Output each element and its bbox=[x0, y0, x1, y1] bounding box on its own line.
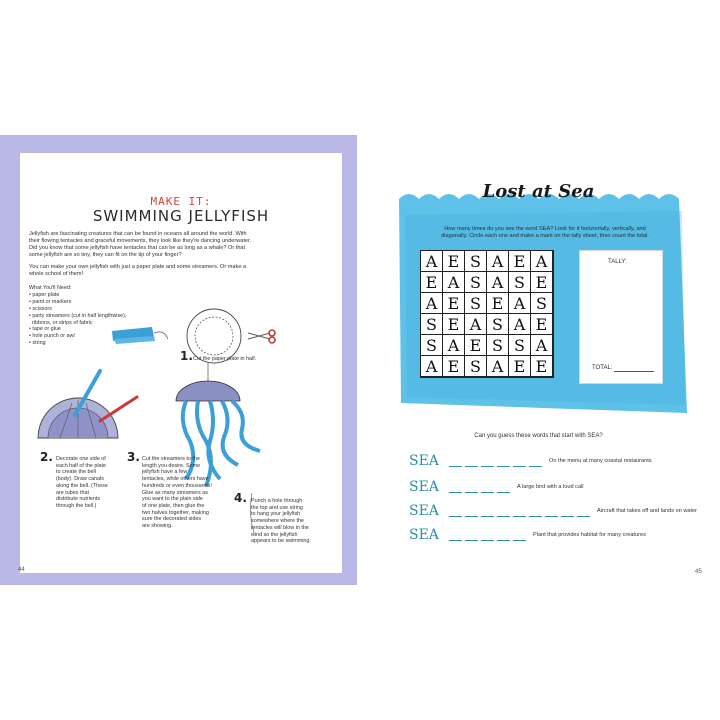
activity-title: Lost at Sea bbox=[482, 181, 595, 202]
sea-prefix: SEA bbox=[409, 479, 439, 495]
step-number-3: 3. bbox=[127, 450, 140, 464]
right-page bbox=[357, 135, 720, 585]
intro-line: You can make your own jellyfish with just a paper plate and some streamers. Or make a bbox=[29, 264, 247, 270]
answer-blank[interactable] bbox=[449, 540, 462, 541]
grid-cell[interactable]: A bbox=[531, 251, 553, 272]
instruction-line: diagonally. Circle each one and make a mark on the tally sheet, then count the total. bbox=[441, 233, 649, 240]
step-text-4 bbox=[251, 498, 339, 545]
step-line: along the bell. (These bbox=[56, 482, 108, 489]
step-line: wind so the jellyfish bbox=[251, 531, 298, 538]
step-number-4: 4. bbox=[234, 491, 247, 505]
grid-cell[interactable]: A bbox=[509, 293, 531, 314]
craft-card bbox=[20, 153, 342, 573]
grid-cell[interactable]: E bbox=[509, 356, 531, 377]
supplies-heading: What You'll Need: bbox=[29, 285, 72, 291]
sea-prefix: SEA bbox=[409, 503, 439, 519]
step-number-2: 2. bbox=[40, 450, 53, 464]
step-number-1: 1. bbox=[180, 349, 193, 363]
grid-cell[interactable]: S bbox=[465, 251, 487, 272]
instruction-line: How many times do you see the word SEA? Look for it horizontally, vertically, and bbox=[444, 226, 646, 232]
step-line: length you desire. Some bbox=[142, 462, 201, 469]
grid-cell[interactable]: A bbox=[487, 251, 509, 272]
paper-plate-illustration bbox=[187, 309, 275, 363]
step-line: through the bell.) bbox=[56, 502, 97, 509]
grid-cell[interactable]: S bbox=[509, 272, 531, 293]
streamer-illustration bbox=[112, 327, 168, 344]
clue-text: Aircraft that takes off and lands on water bbox=[597, 508, 698, 514]
grid-cell[interactable]: A bbox=[421, 251, 443, 272]
answer-blank[interactable] bbox=[513, 466, 526, 467]
grid-cell[interactable]: A bbox=[421, 356, 443, 377]
answer-blank[interactable] bbox=[497, 540, 510, 541]
step-line: tentacles will blow in the bbox=[251, 524, 309, 531]
answer-blank[interactable] bbox=[529, 516, 542, 517]
grid-cell[interactable]: E bbox=[421, 272, 443, 293]
sea-prefix: SEA bbox=[409, 527, 439, 543]
grid-cell[interactable]: S bbox=[465, 272, 487, 293]
grid-cell[interactable]: E bbox=[443, 314, 465, 335]
total-line[interactable] bbox=[614, 371, 654, 372]
step-line: two halves together, making bbox=[142, 509, 209, 516]
list-item: • hole punch or awl bbox=[29, 333, 75, 340]
grid-cell[interactable]: E bbox=[465, 335, 487, 356]
grid-cell[interactable]: S bbox=[487, 314, 509, 335]
instructions bbox=[429, 226, 661, 241]
list-item: • paper plate bbox=[29, 291, 60, 298]
grid-cell[interactable]: A bbox=[531, 335, 553, 356]
step-line: (body). Draw canals bbox=[56, 476, 104, 483]
make-it-label: MAKE IT: bbox=[150, 195, 212, 208]
grid-cell[interactable]: A bbox=[465, 314, 487, 335]
grid-cell[interactable]: E bbox=[531, 314, 553, 335]
grid-cell[interactable]: S bbox=[421, 314, 443, 335]
list-item: • tape or glue bbox=[29, 326, 61, 333]
step-line: Decorate one side of bbox=[56, 456, 106, 462]
clue-text: Plant that provides habitat for many creatures bbox=[533, 532, 646, 538]
decorated-plate-illustration bbox=[38, 371, 137, 438]
intro-line: some jellyfish are so tiny, they can fit on the tip of your finger? bbox=[29, 251, 182, 258]
step-line: Punch a hole through bbox=[251, 498, 303, 504]
grid-cell[interactable]: A bbox=[443, 335, 465, 356]
grid-cell[interactable]: S bbox=[487, 335, 509, 356]
answer-blank[interactable] bbox=[481, 516, 494, 517]
step-line: distribute nutrients bbox=[56, 496, 101, 503]
step-line: tentacles, while others have bbox=[142, 476, 209, 483]
step-line: to create the bell bbox=[56, 469, 96, 476]
step-line: are tubes that bbox=[56, 489, 89, 496]
answer-blank[interactable] bbox=[529, 466, 542, 467]
grid-cell[interactable]: E bbox=[443, 251, 465, 272]
intro-line: whole school of them! bbox=[29, 270, 84, 277]
clue-text: On the menu at many coastal restaurants bbox=[549, 458, 652, 464]
answer-blank[interactable] bbox=[449, 466, 462, 467]
list-item: ribbons, or strips of fabric bbox=[29, 319, 93, 326]
page-number-right: 45 bbox=[695, 569, 702, 575]
answer-blank[interactable] bbox=[497, 466, 510, 467]
step-line: hundreds or even thousands! bbox=[142, 482, 212, 489]
step-line: of one plate, then glue the bbox=[142, 502, 205, 509]
grid-cell[interactable]: S bbox=[531, 293, 553, 314]
page-number-left: 44 bbox=[18, 567, 25, 573]
step-line: sure the decorated sides bbox=[142, 516, 202, 523]
grid-cell[interactable]: E bbox=[531, 356, 553, 377]
step-text-1 bbox=[193, 356, 256, 363]
grid-cell[interactable]: A bbox=[487, 272, 509, 293]
clue-text: A large bird with a loud call bbox=[517, 484, 584, 490]
step-text-2 bbox=[56, 456, 136, 510]
word-search-grid[interactable] bbox=[420, 250, 554, 378]
answer-blank[interactable] bbox=[577, 516, 590, 517]
step-line: you want to the plain side bbox=[142, 496, 203, 503]
answer-blank[interactable] bbox=[497, 516, 510, 517]
grid-cell[interactable]: E bbox=[531, 272, 553, 293]
list-item: • party streamers (cut in half lengthwise), bbox=[29, 312, 127, 319]
answer-blank[interactable] bbox=[481, 492, 494, 493]
tally-label: TALLY: bbox=[608, 259, 627, 265]
answer-blank[interactable] bbox=[465, 466, 478, 467]
step-line: to hang your jellyfish bbox=[251, 511, 301, 518]
intro-line: their flowing tentacles and graceful movements, they look like they're dancing underwater. bbox=[29, 237, 252, 244]
step-text-3 bbox=[142, 456, 242, 530]
words-question: Can you guess these words that start with SEA? bbox=[474, 433, 603, 439]
grid-cell[interactable]: S bbox=[465, 293, 487, 314]
answer-blank[interactable] bbox=[513, 516, 526, 517]
left-page bbox=[0, 135, 357, 585]
grid-cell[interactable]: E bbox=[443, 293, 465, 314]
list-item: • scissors bbox=[29, 305, 52, 312]
step-line: somewhere where the bbox=[251, 518, 305, 525]
step-line: appears to be swimming. bbox=[251, 538, 311, 545]
answer-blank[interactable] bbox=[465, 492, 478, 493]
step-line: jellyfish have a few bbox=[142, 469, 188, 476]
answer-blank[interactable] bbox=[545, 516, 558, 517]
answer-blank[interactable] bbox=[465, 540, 478, 541]
grid-cell[interactable]: A bbox=[421, 293, 443, 314]
answer-blank[interactable] bbox=[449, 516, 462, 517]
step-line: each half of the plate bbox=[56, 462, 107, 469]
step-line: Glue as many streamers as bbox=[142, 489, 208, 496]
answer-blank[interactable] bbox=[465, 516, 478, 517]
grid-cell[interactable]: S bbox=[421, 335, 443, 356]
answer-blank[interactable] bbox=[561, 516, 574, 517]
grid-cell[interactable]: A bbox=[487, 356, 509, 377]
book-spread bbox=[0, 135, 720, 585]
list-item: • string bbox=[29, 340, 46, 347]
step-line: Cut the paper plate in half. bbox=[193, 356, 257, 362]
intro-line: Jellyfish are fascinating creatures that can be found in oceans all around the world. With bbox=[29, 231, 247, 237]
sea-prefix: SEA bbox=[409, 453, 439, 469]
grid-cell[interactable]: S bbox=[509, 335, 531, 356]
step-line: are showing. bbox=[142, 523, 173, 530]
grid-cell[interactable]: A bbox=[443, 272, 465, 293]
list-item: • paint or markers bbox=[29, 298, 72, 305]
answer-blank[interactable] bbox=[481, 540, 494, 541]
answer-blank[interactable] bbox=[497, 492, 510, 493]
total-label: TOTAL: bbox=[592, 365, 613, 371]
answer-blank[interactable] bbox=[481, 466, 494, 467]
grid-cell[interactable]: E bbox=[443, 356, 465, 377]
tally-sheet[interactable] bbox=[579, 250, 663, 384]
answer-blank[interactable] bbox=[513, 540, 526, 541]
grid-cell[interactable]: E bbox=[509, 251, 531, 272]
step-line: the top and use string bbox=[251, 504, 303, 511]
grid-cell[interactable]: A bbox=[509, 314, 531, 335]
intro-line: Did you know that some jellyfish have tentacles that can be as long as a whale? Or that bbox=[29, 244, 246, 251]
page-title: SWIMMING JELLYFISH bbox=[92, 207, 270, 225]
answer-blank[interactable] bbox=[449, 492, 462, 493]
grid-cell[interactable]: S bbox=[465, 356, 487, 377]
grid-cell[interactable]: E bbox=[487, 293, 509, 314]
step-line: Cut the streamers to the bbox=[142, 456, 200, 462]
